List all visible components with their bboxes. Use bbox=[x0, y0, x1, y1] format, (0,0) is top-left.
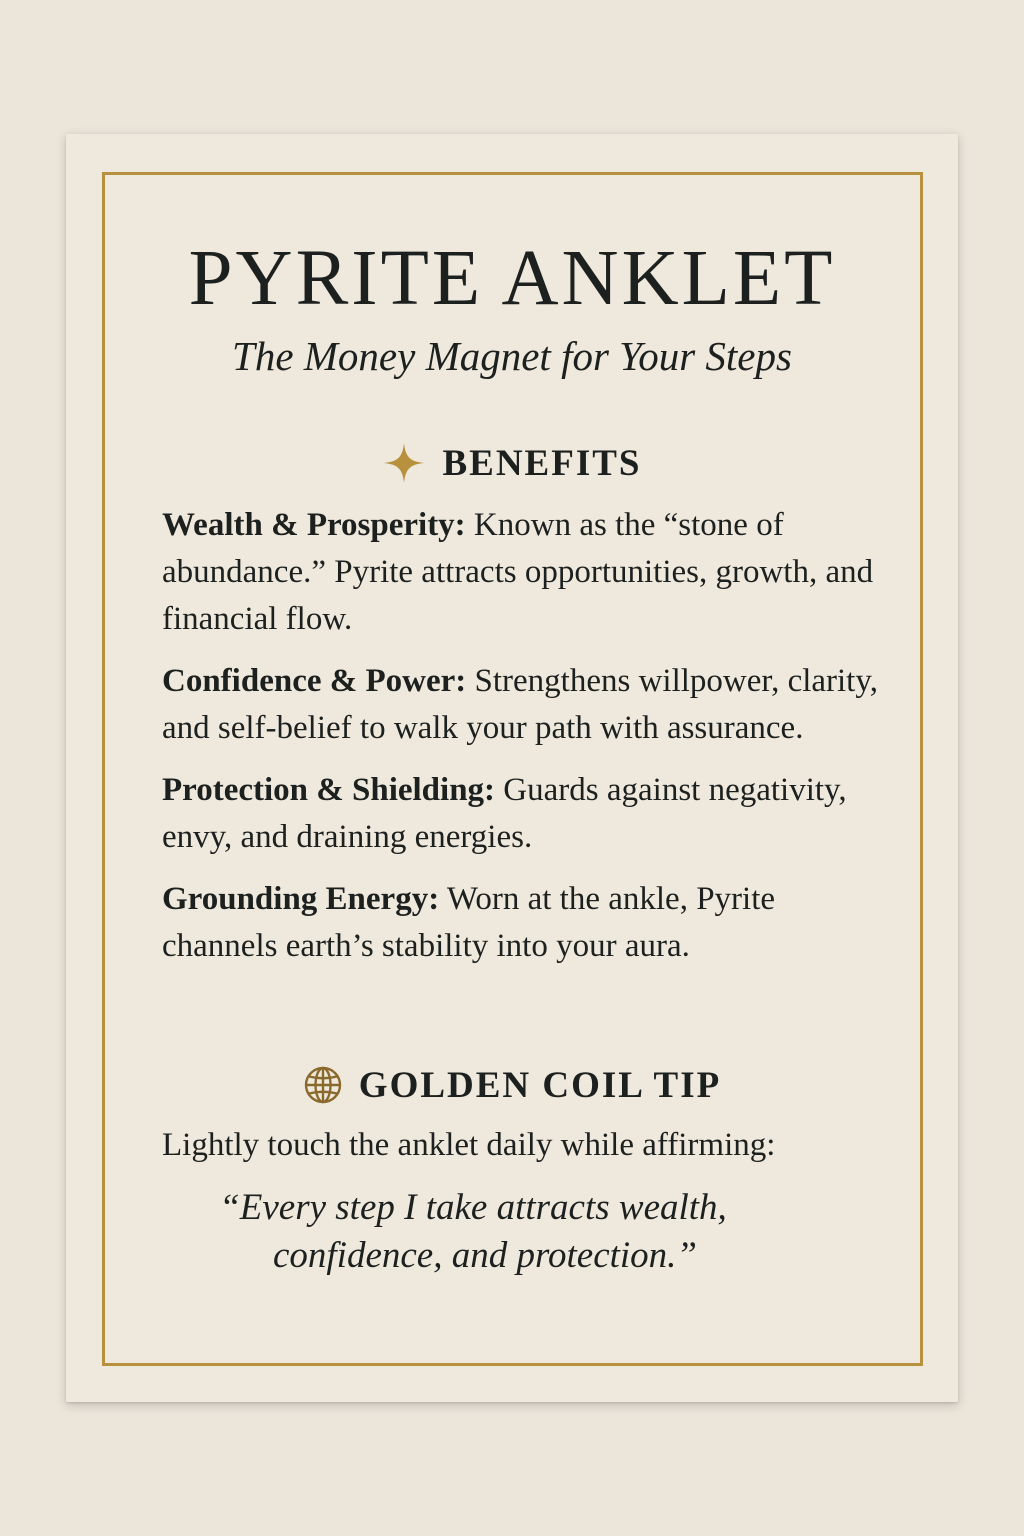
affirmation-quote bbox=[66, 1184, 958, 1280]
sparkle-icon bbox=[382, 441, 426, 485]
benefit-text: Known as the “stone of abundance.” Pyrite attracts opportunities, growth, and financial flow. bbox=[162, 507, 874, 637]
benefit-label: Wealth & Prosperity: bbox=[162, 507, 466, 543]
info-card bbox=[66, 134, 958, 1402]
benefit-text: Worn at the ankle, Pyrite channels earth’s stability into your aura. bbox=[162, 881, 776, 964]
benefit-text: Guards against negativity, envy, and draining energies. bbox=[162, 772, 847, 855]
benefit-label: Grounding Energy: bbox=[162, 881, 440, 917]
card-title: PYRITE ANKLET bbox=[188, 235, 836, 322]
benefit-text: Strengthens willpower, clarity, and self-belief to walk your path with assurance. bbox=[162, 663, 878, 746]
benefits-heading bbox=[66, 440, 958, 486]
affirmation-line: “Every step I take attracts wealth, bbox=[219, 1187, 727, 1228]
benefit-item bbox=[162, 502, 882, 643]
tip-heading bbox=[66, 1062, 958, 1108]
benefit-item bbox=[162, 876, 882, 970]
tip-text: Lightly touch the anklet daily while affirming: bbox=[162, 1127, 776, 1163]
affirmation-line: confidence, and protection.” bbox=[272, 1235, 698, 1276]
benefit-item bbox=[162, 658, 882, 752]
globe-icon bbox=[303, 1065, 343, 1105]
benefit-label: Confidence & Power: bbox=[162, 663, 467, 699]
card-subtitle: The Money Magnet for Your Steps bbox=[232, 333, 792, 379]
tip-heading-text: GOLDEN COIL TIP bbox=[358, 1064, 722, 1106]
benefits-list bbox=[162, 502, 882, 985]
benefit-label: Protection & Shielding: bbox=[162, 772, 496, 808]
benefit-item bbox=[162, 767, 882, 861]
benefits-heading-text: BENEFITS bbox=[442, 442, 642, 484]
